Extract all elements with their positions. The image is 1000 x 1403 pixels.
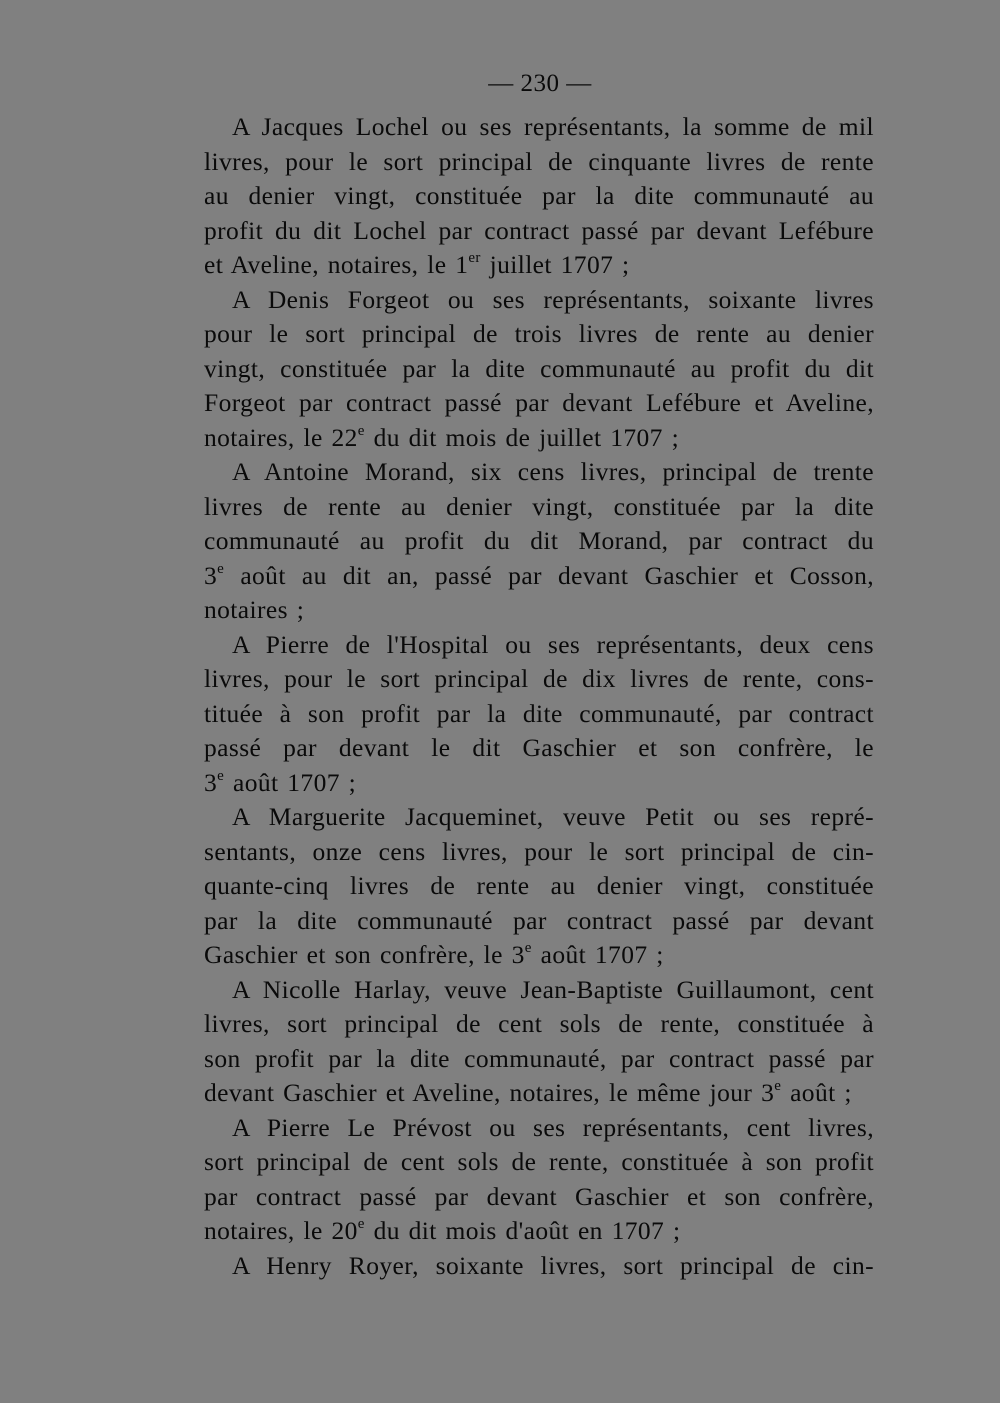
text-line: A Jacques Lochel ou ses représentants, la somme de mil	[232, 112, 874, 141]
text-line: 3e août 1707 ;	[204, 767, 357, 797]
text-line: A Nicolle Harlay, veuve Jean-Baptiste Guillaumont, cent	[232, 974, 874, 1004]
text-line: tituée à son profit par la dite communauté, par contract	[204, 698, 874, 728]
text-line: A Denis Forgeot ou ses représentants, soixante livres	[232, 284, 874, 314]
paragraph	[204, 973, 874, 1111]
text-line: A Marguerite Jacqueminet, veuve Petit ou ses repré-	[232, 802, 874, 831]
text-line: profit du dit Lochel par contract passé par devant Lefébure	[204, 215, 874, 245]
body-text	[204, 110, 874, 1283]
text-line: notaires, le 22e du dit mois de juillet 1707 ;	[204, 422, 680, 452]
page-number: — 230 —	[488, 70, 592, 97]
paragraph	[204, 283, 874, 456]
text-line: devant Gaschier et Aveline, notaires, le même jour 3e août ;	[204, 1078, 852, 1107]
paragraph	[204, 800, 874, 973]
text-line: par contract passé par devant Gaschier et son confrère,	[204, 1181, 874, 1211]
text-line: sort principal de cent sols de rente, constituée à son profit	[204, 1147, 874, 1176]
paragraph	[204, 1249, 874, 1284]
text-line: vingt, constituée par la dite communauté au profit du dit	[204, 353, 874, 383]
text-line: pour le sort principal de trois livres de rente au denier	[204, 319, 874, 348]
text-line: par la dite communauté par contract passé par devant	[204, 905, 874, 935]
text-line: sentants, onze cens livres, pour le sort principal de cin-	[204, 836, 874, 866]
text-line: quante-cinq livres de rente au denier vingt, constituée	[204, 871, 874, 900]
text-line: notaires, le 20e du dit mois d'août en 1707 ;	[204, 1216, 681, 1245]
text-line: Gaschier et son confrère, le 3e août 1707 ;	[204, 940, 664, 969]
text-line: son profit par la dite communauté, par contract passé par	[204, 1043, 874, 1073]
text-line: Forgeot par contract passé par devant Lefébure et Aveline,	[204, 388, 874, 417]
text-line: passé par devant le dit Gaschier et son confrère, le	[204, 733, 874, 762]
text-line: livres, pour le sort principal de cinquante livres de rente	[204, 146, 874, 176]
text-line: livres de rente au denier vingt, constituée par la dite	[204, 491, 874, 521]
text-line: livres, pour le sort principal de dix livres de rente, cons-	[204, 664, 874, 693]
text-line: et Aveline, notaires, le 1er juillet 1707 ;	[204, 250, 630, 279]
text-line: livres, sort principal de cent sols de rente, constituée à	[204, 1009, 874, 1038]
text-line: au denier vingt, constituée par la dite communauté au	[204, 181, 874, 210]
paragraph	[204, 1111, 874, 1249]
paragraph	[204, 110, 874, 283]
text-line: notaires ;	[204, 595, 305, 624]
paragraph	[204, 628, 874, 801]
text-line: A Pierre Le Prévost ou ses représentants, cent livres,	[232, 1112, 874, 1142]
paragraph	[204, 455, 874, 628]
text-line: A Henry Royer, soixante livres, sort principal de cin-	[232, 1250, 874, 1280]
text-line: communauté au profit du dit Morand, par contract du	[204, 526, 874, 555]
text-line: A Pierre de l'Hospital ou ses représentants, deux cens	[232, 629, 874, 659]
text-line: A Antoine Morand, six cens livres, principal de trente	[232, 457, 874, 486]
text-line: 3e août au dit an, passé par devant Gaschier et Cosson,	[204, 560, 874, 590]
